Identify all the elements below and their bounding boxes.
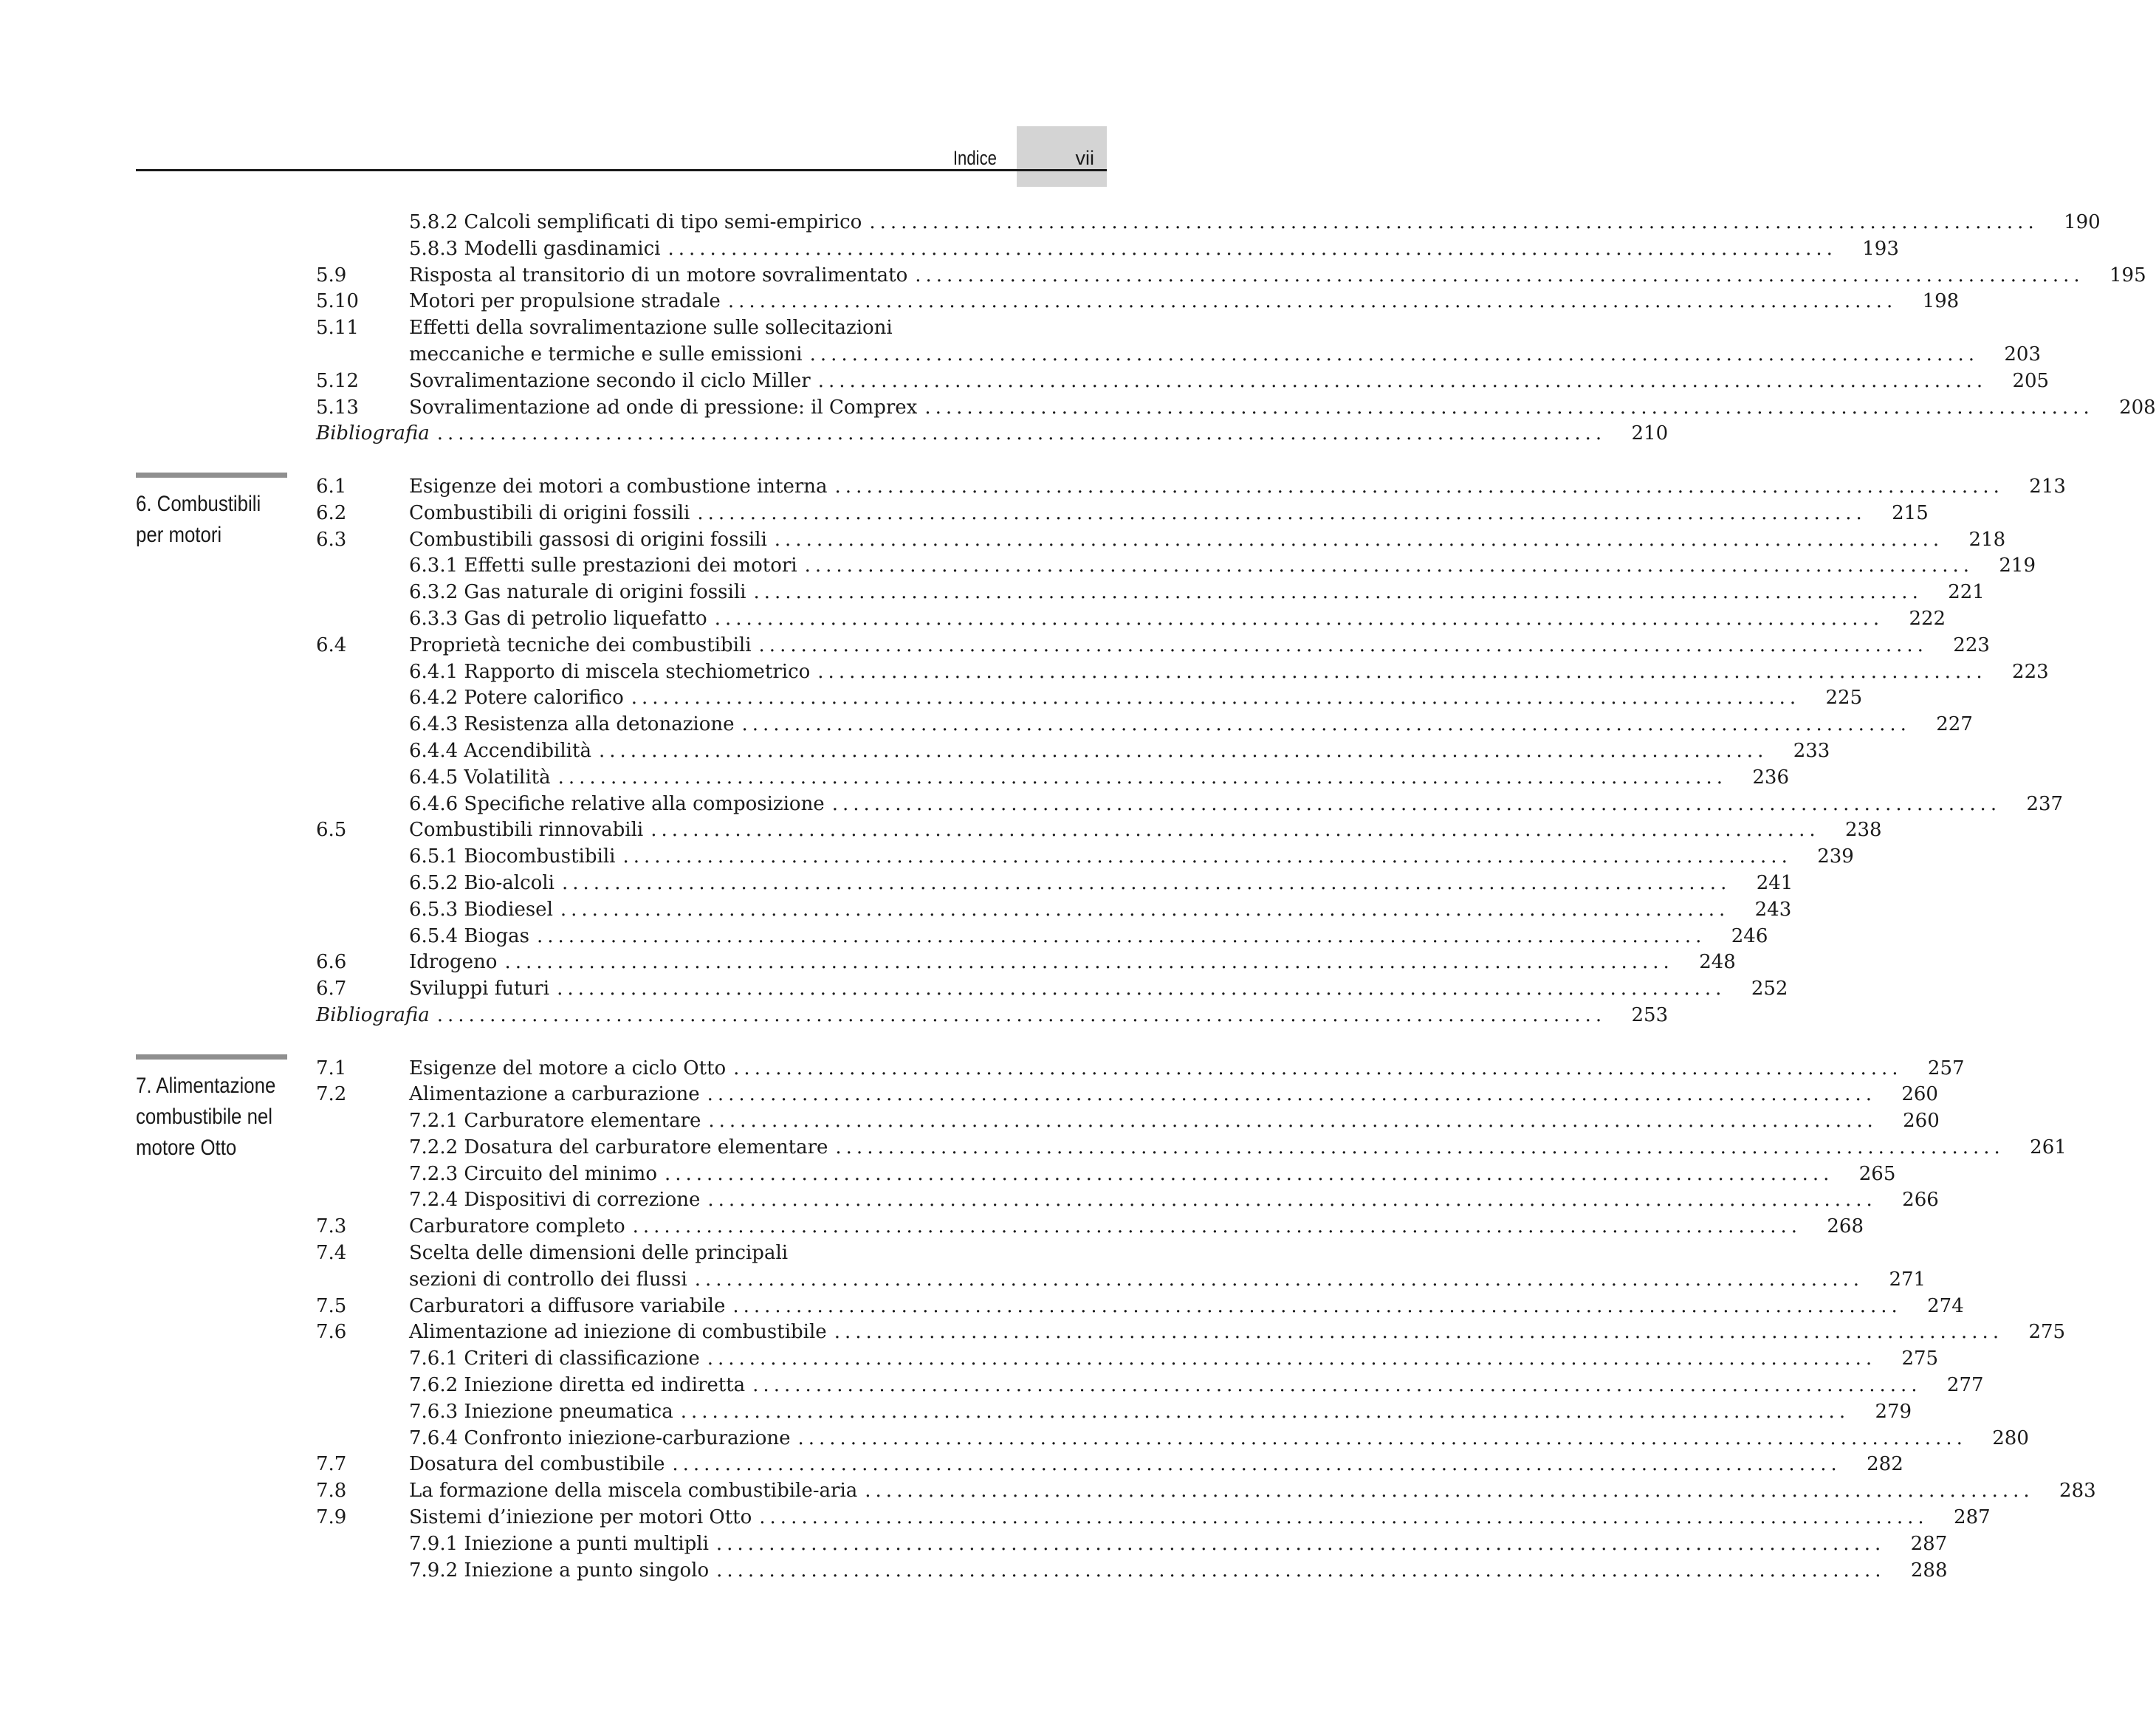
toc-entry[interactable] [316,1399,1912,1426]
toc-page-number: 208 [2119,396,2156,419]
toc-entry-title: 6.3.1 Effetti sulle prestazioni dei motori [409,555,797,577]
toc-dot-leader: ............................................................................................................... [557,978,1726,1000]
toc-section-number: 5.11 [316,317,359,340]
toc-page-number: 287 [1954,1506,1991,1529]
toc-entry-title: 6.4.2 Potere calorifico [409,687,624,710]
chapter-separator-space [316,447,1091,474]
toc-page-number: 236 [1752,766,1790,789]
toc-dot-leader: ............................................................................................................... [665,1162,1834,1185]
toc-entry[interactable] [316,1505,1991,1531]
toc-dot-leader: ............................................................................................................... [436,1003,1607,1026]
toc-page-number: 271 [1889,1268,1926,1291]
toc-page-number: 283 [2059,1480,2096,1503]
toc-entry[interactable] [316,1267,1926,1294]
toc-page-number: 237 [2026,792,2064,815]
toc-entry[interactable] [316,342,2042,368]
toc-entry[interactable] [316,315,1091,342]
toc-dot-leader: ............................................................................................................... [714,607,1884,630]
toc-entry[interactable] [316,976,1788,1003]
toc-entry[interactable] [316,395,2156,422]
toc-entry-title: Esigenze del motore a ciclo Otto [409,1057,727,1079]
toc-page-number: 243 [1754,898,1792,921]
toc-entry[interactable] [316,1214,1864,1240]
toc-entry[interactable] [316,1161,1896,1188]
toc-entry[interactable] [316,1478,2096,1505]
toc-section-number: 6.2 [316,501,347,524]
toc-section-number: 5.13 [316,396,359,419]
toc-page-number: 223 [1953,634,1990,656]
toc-entry-title: Effetti della sovralimentazione sulle sollecitazioni [409,317,893,340]
toc-dot-leader: ............................................................................................................... [680,1400,1850,1423]
toc-section-number: 6.5 [316,819,347,842]
toc-entry[interactable] [316,712,1973,738]
header-rule [136,169,1107,171]
toc-page-number: 252 [1751,978,1788,1000]
toc-entry-title: 6.5.2 Bio-alcoli [409,871,555,894]
toc-entry[interactable] [316,817,1882,844]
toc-entry[interactable] [316,501,1929,527]
toc-entry-title: 6.4.3 Resistenza alla detonazione [409,713,735,736]
toc-dot-leader: ............................................................................................................... [560,898,1730,921]
toc-entry-title: 6.5.3 Biodiesel [409,898,553,921]
toc-dot-leader: ............................................................................................................... [758,634,1928,656]
toc-section-number: 6.4 [316,634,347,656]
toc-dot-leader: ............................................................................................................... [817,660,1987,683]
toc-entry[interactable] [316,263,2146,289]
toc-entry-title: 7.2.1 Carburatore elementare [409,1110,701,1133]
toc-entry-title: Proprietà tecniche dei combustibili [409,634,752,656]
toc-dot-leader: ............................................................................................................... [817,369,1988,392]
toc-entry[interactable] [316,738,1830,765]
toc-dot-leader: ............................................................................................................... [672,1453,1841,1476]
toc-entry-title: 7.2.3 Circuito del minimo [409,1162,657,1185]
toc-section-number: 7.6 [316,1321,347,1344]
toc-entry-title: 6.3.2 Gas naturale di origini fossili [409,581,746,604]
toc-dot-leader: ............................................................................................................... [707,1083,1876,1106]
toc-page-number: 287 [1910,1532,1948,1555]
page-number: vii [1075,147,1094,169]
toc-entry-title: 7.9.1 Iniezione a punti multipli [409,1532,709,1555]
toc-section-number: 6.1 [316,475,347,498]
chapter-separator-space [316,1029,1091,1056]
toc-entry-title: 7.6.4 Confronto iniezione-carburazione [409,1426,791,1449]
toc-page-number: 213 [2029,475,2066,498]
chapter-6-side-label [136,473,287,551]
toc-page-number: 215 [1892,501,1929,524]
toc-entry-title: Bibliografia [316,1003,430,1026]
toc-entry-title: sezioni di controllo dei flussi [409,1268,687,1291]
toc-dot-leader: ............................................................................................................... [650,819,1820,842]
toc-dot-leader: ............................................................................................................... [831,792,2002,815]
chapter-label-line: 6. Combustibili [136,492,261,516]
toc-entry[interactable] [316,897,1792,924]
toc-page-number: 233 [1793,739,1830,762]
toc-entry-title: 7.9.2 Iniezione a punto singolo [409,1559,710,1582]
toc-entry[interactable] [316,236,1899,263]
toc-page-number: 282 [1867,1453,1903,1476]
toc-section-number: 5.9 [316,264,347,286]
toc-page-number: 223 [2012,660,2049,683]
toc-entry-title: Dosatura del combustibile [409,1453,665,1476]
toc-entry-title: Combustibili di origini fossili [409,501,690,524]
toc-entry[interactable] [316,1187,1939,1214]
toc-bibliography-entry[interactable] [316,421,1669,447]
toc-page-number: 225 [1825,687,1863,710]
toc-page-number: 274 [1927,1294,1964,1317]
toc-entry-title: Sviluppi futuri [409,978,550,1000]
toc-entry[interactable] [316,1558,1948,1584]
toc-entry-title: meccaniche e termiche e sulle emissioni [409,343,803,365]
toc-page-number: 190 [2064,211,2101,233]
toc-dot-leader: ............................................................................................................... [835,1136,2005,1158]
toc-dot-leader: ............................................................................................................... [865,1480,2034,1503]
toc-dot-leader: ............................................................................................................... [915,264,2084,286]
toc-page-number: 193 [1862,237,1899,260]
toc-bibliography-entry[interactable] [316,1003,1669,1029]
toc-dot-leader: ............................................................................................................... [804,555,1974,577]
toc-entry[interactable] [316,1135,2067,1161]
toc-page-number: 238 [1844,819,1882,842]
toc-entry-title: Sovralimentazione secondo il ciclo Miller [409,369,811,392]
toc-dot-leader: ............................................................................................................... [707,1347,1877,1370]
toc-page-number: 227 [1936,713,1973,736]
toc-dot-leader: ............................................................................................................... [869,211,2039,233]
toc-entry-title: Sistemi d’iniezione per motori Otto [409,1506,752,1529]
toc-entry-title: Combustibili gassosi di origini fossili [409,528,767,551]
toc-entry[interactable] [316,474,2066,501]
toc-dot-leader: ............................................................................................................... [834,475,2004,498]
toc-entry-title: Risposta al transitorio di un motore sovralimentato [409,264,908,286]
toc-dot-leader: ............................................................................................................... [727,290,1898,313]
toc-entry-title: Bibliografia [316,422,430,445]
toc-dot-leader: ............................................................................................................... [504,951,1674,974]
toc-entry-title: Motori per propulsione stradale [409,290,721,313]
toc-dot-leader: ............................................................................................................... [733,1057,1903,1079]
toc-page-number: 210 [1631,422,1669,445]
toc-dot-leader: ............................................................................................................... [715,1532,1886,1555]
toc-entry[interactable] [316,1426,2029,1452]
toc-entry[interactable] [316,633,1990,659]
toc-entry[interactable] [316,1531,1948,1558]
toc-entry-title: La formazione della miscela combustibile-aria [409,1480,858,1503]
toc-dot-leader: ............................................................................................................... [774,528,1944,551]
toc-entry-title: Esigenze dei motori a combustione interna [409,475,828,498]
toc-page-number: 260 [1901,1083,1938,1106]
toc-entry-title: 6.4.5 Volatilità [409,766,551,789]
toc-page-number: 260 [1903,1110,1940,1133]
toc-dot-leader: ............................................................................................................... [694,1268,1864,1291]
chapter-label-line: per motori [136,523,222,547]
toc-entry-title: 6.5.4 Biogas [409,924,529,947]
toc-section-number: 7.9 [316,1506,347,1529]
toc-entry[interactable] [316,210,2101,236]
toc-entry-title: 7.2.2 Dosatura del carburatore elementare [409,1136,828,1158]
toc-dot-leader: ............................................................................................................... [436,422,1607,445]
toc-entry-title: Combustibili rinnovabili [409,819,644,842]
toc-section-number: 6.6 [316,951,347,974]
toc-entry-title: Carburatore completo [409,1215,625,1238]
toc-dot-leader: ............................................................................................................... [716,1559,1886,1582]
toc-dot-leader: ............................................................................................................... [759,1506,1929,1529]
toc-page-number: 203 [2004,343,2042,365]
toc-entry[interactable] [316,659,2049,686]
toc-entry-title: 6.4.4 Accendibilità [409,739,591,762]
toc-entry[interactable] [316,289,1960,315]
toc-section-number: 6.3 [316,528,347,551]
toc-entry-title: Idrogeno [409,951,498,974]
toc-entry-title: Carburatori a diffusore variabile [409,1294,726,1317]
toc-section-number: 5.12 [316,369,359,392]
toc-entry-title: 5.8.2 Calcoli semplificati di tipo semi-empirico [409,211,862,233]
toc-entry[interactable] [316,924,1768,950]
toc-dot-leader: ............................................................................................................... [797,1426,1967,1449]
toc-dot-leader: ............................................................................................................... [631,687,1801,710]
toc-dot-leader: ............................................................................................................... [732,1294,1902,1317]
toc-page-number: 241 [1756,871,1793,894]
toc-entry[interactable] [316,527,2006,554]
toc-dot-leader: ............................................................................................................... [598,739,1768,762]
toc-page-number: 275 [1901,1347,1939,1370]
toc-page-number: 219 [1999,555,2036,577]
toc-section-number: 7.3 [316,1215,347,1238]
toc-dot-leader: ............................................................................................................... [622,845,1792,868]
toc-entry[interactable] [316,1452,1903,1478]
toc-page-number: 288 [1910,1559,1948,1582]
toc-entry-title: 6.4.1 Rapporto di miscela stechiometrico [409,660,811,683]
toc-dot-leader: ............................................................................................................... [834,1321,2004,1344]
toc-entry[interactable] [316,606,1946,633]
toc-page-number: 266 [1902,1189,1939,1212]
toc-dot-leader: ............................................................................................................... [924,396,2094,419]
toc-page-number: 253 [1631,1003,1669,1026]
chapter-marker-bar [136,1054,287,1060]
toc-page-number: 239 [1817,845,1854,868]
toc-entry-title: 6.3.3 Gas di petrolio liquefatto [409,607,707,630]
toc-entry-title: 6.4.6 Specifiche relative alla composizione [409,792,825,815]
toc-dot-leader: ............................................................................................................... [536,924,1706,947]
toc-dot-leader: ............................................................................................................... [707,1189,1877,1212]
toc-page-number: 257 [1927,1057,1965,1079]
toc-page-number: 218 [1968,528,2006,551]
toc-section-number: 7.7 [316,1453,347,1476]
toc-page-number: 277 [1946,1374,1984,1397]
toc-entry[interactable] [316,368,2050,395]
toc-section-number: 7.4 [316,1242,347,1265]
toc-entry[interactable] [316,1294,1964,1320]
toc-entry[interactable] [316,871,1793,897]
toc-page-number: 280 [1992,1426,2029,1449]
toc-dot-leader: ............................................................................................................... [708,1110,1878,1133]
toc-dot-leader: ............................................................................................................... [667,237,1837,260]
toc-entry-title: 6.5.1 Biocombustibili [409,845,616,868]
toc-section-number: 7.2 [316,1083,347,1106]
chapter-7-side-label [136,1054,287,1164]
toc-page-number: 221 [1948,581,1985,604]
toc-entry-title: 7.6.2 Iniezione diretta ed indiretta [409,1374,746,1397]
toc-page-number: 261 [2030,1136,2067,1158]
toc-page-number: 279 [1875,1400,1912,1423]
toc-entry[interactable] [316,685,1863,712]
toc-section-number: 5.10 [316,290,359,313]
toc-dot-leader: ............................................................................................................... [557,766,1728,789]
toc-entry[interactable] [316,1108,1940,1135]
toc-page-number: 198 [1922,290,1960,313]
toc-entry-title: Scelta delle dimensioni delle principali [409,1242,789,1265]
toc-entry-title: Alimentazione a carburazione [409,1083,700,1106]
toc-entry[interactable] [316,580,1985,606]
chapter-marker-bar [136,473,287,478]
toc-dot-leader: ............................................................................................................... [809,343,1980,365]
toc-section-number: 7.1 [316,1057,347,1079]
toc-section-number: 7.8 [316,1480,347,1503]
toc-entry[interactable] [316,553,2036,580]
toc-entry[interactable] [316,1319,2066,1346]
toc-dot-leader: ............................................................................................................... [561,871,1731,894]
toc-entry[interactable] [316,1240,1091,1267]
toc-page-number: 246 [1731,924,1768,947]
toc-entry-title: 7.6.1 Criteri di classificazione [409,1347,700,1370]
toc-dot-leader: ............................................................................................................... [753,581,1923,604]
toc-page-number: 222 [1909,607,1946,630]
toc-page-number: 248 [1699,951,1736,974]
chapter-label-line: motore Otto [136,1136,237,1160]
toc-dot-leader: ............................................................................................................... [697,501,1867,524]
table-of-contents [316,210,2156,1584]
toc-entry[interactable] [316,1056,1965,1082]
toc-page-number: 205 [2012,369,2050,392]
toc-section-number: 6.7 [316,978,347,1000]
toc-dot-leader: ............................................................................................................... [752,1374,1922,1397]
toc-entry-title: 7.6.3 Iniezione pneumatica [409,1400,673,1423]
chapter-label-line: combustibile nel [136,1105,273,1129]
toc-page-number: 268 [1827,1215,1864,1238]
toc-entry-title: Alimentazione ad iniezione di combustibile [409,1321,827,1344]
toc-entry-title: 5.8.3 Modelli gasdinamici [409,237,661,260]
toc-entry[interactable] [316,1346,1939,1373]
chapter-label-line: 7. Alimentazione [136,1074,276,1098]
toc-page-number: 275 [2028,1321,2066,1344]
toc-section-number: 7.5 [316,1294,347,1317]
toc-entry-title: 7.2.4 Dispositivi di correzione [409,1189,701,1212]
toc-dot-leader: ............................................................................................................... [741,713,1911,736]
toc-dot-leader: ............................................................................................................... [632,1215,1802,1238]
toc-entry[interactable] [316,1373,1984,1399]
toc-entry[interactable] [316,765,1790,792]
toc-page-number: 265 [1858,1162,1896,1185]
toc-page-number: 195 [2109,264,2146,286]
toc-entry[interactable] [316,1082,1938,1108]
toc-entry[interactable] [316,844,1854,871]
running-title: Indice [952,147,997,169]
toc-entry[interactable] [316,792,2064,818]
toc-entry-title: Sovralimentazione ad onde di pressione: il Comprex [409,396,918,419]
toc-entry[interactable] [316,950,1736,976]
